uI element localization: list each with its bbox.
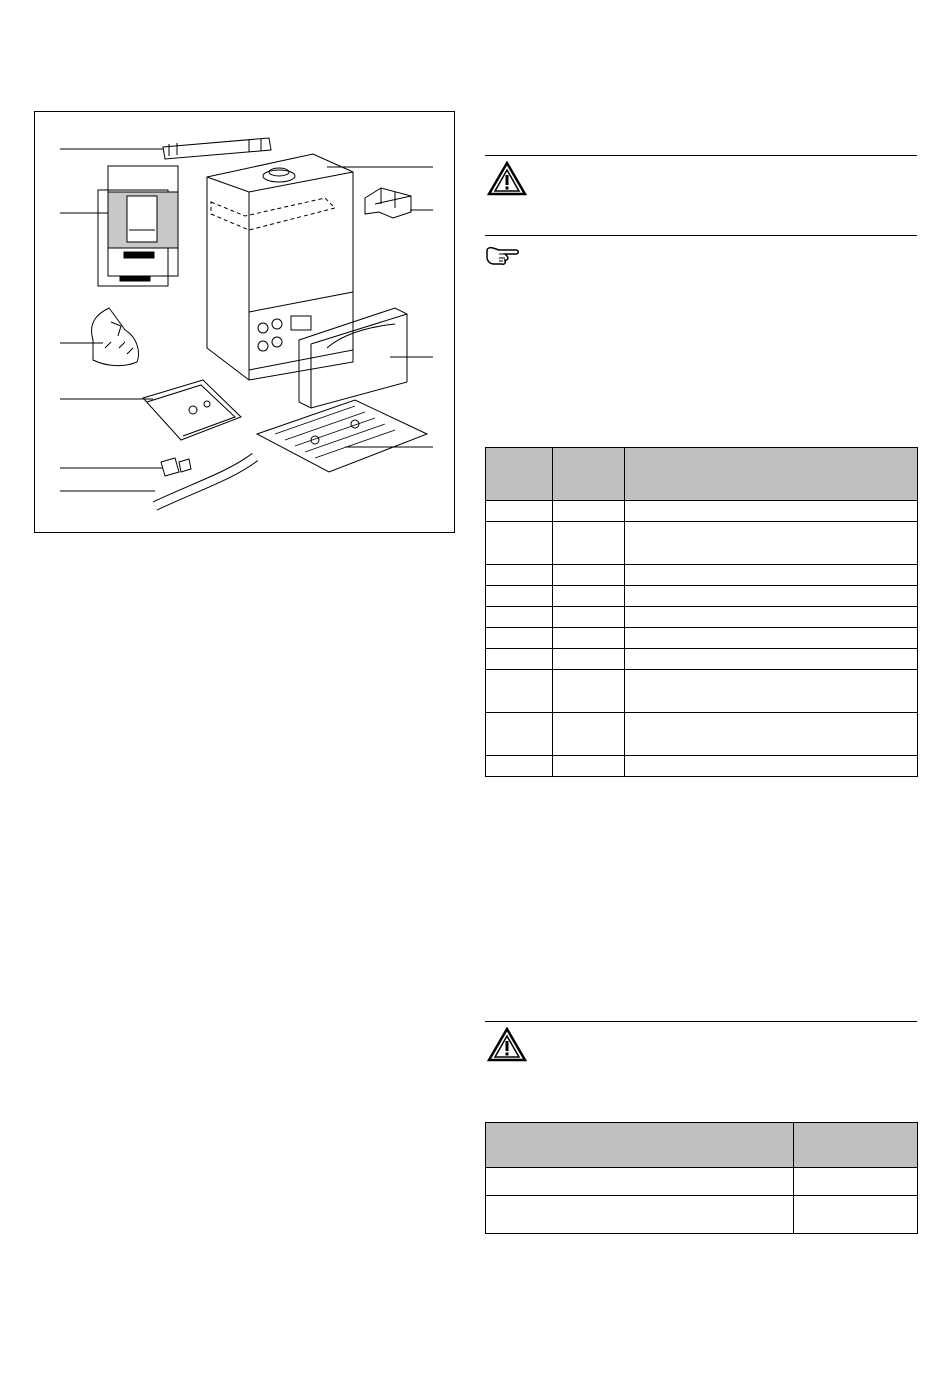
table-cell	[486, 713, 553, 756]
table-cell	[553, 586, 625, 607]
table-cell	[794, 1168, 918, 1196]
table-cell	[553, 670, 625, 713]
table-cell	[486, 628, 553, 649]
table-cell	[625, 522, 918, 565]
parts-header-cell	[625, 448, 918, 501]
table-cell	[553, 756, 625, 777]
table-cell	[553, 628, 625, 649]
parts-table-header	[486, 448, 918, 501]
mounting-plate	[143, 380, 241, 440]
table-cell	[625, 713, 918, 756]
table-cell	[553, 649, 625, 670]
table-row	[486, 713, 918, 756]
table-row	[486, 1168, 918, 1196]
table-row	[486, 501, 918, 522]
flue-clip	[365, 188, 411, 218]
table-row	[486, 670, 918, 713]
section-rule-note	[485, 235, 917, 236]
warning-triangle-icon	[487, 161, 527, 197]
delivery-contents-figure	[34, 111, 455, 533]
table-cell	[553, 713, 625, 756]
clearance-table	[485, 1122, 918, 1234]
table-cell	[794, 1196, 918, 1234]
table-cell	[486, 756, 553, 777]
table-cell	[486, 649, 553, 670]
clearance-header-cell	[486, 1123, 794, 1168]
section-rule-warning-2	[485, 1021, 917, 1022]
boiler-exploded-illustration	[35, 112, 456, 534]
table-cell	[553, 501, 625, 522]
table-row	[486, 756, 918, 777]
section-rule-warning-1	[485, 155, 917, 156]
fixings-bag	[92, 308, 139, 366]
warning-triangle-icon	[487, 1027, 527, 1063]
table-cell	[625, 649, 918, 670]
table-cell	[625, 501, 918, 522]
table-cell	[553, 565, 625, 586]
parts-header-cell	[486, 448, 553, 501]
table-cell	[486, 607, 553, 628]
table-row	[486, 607, 918, 628]
pointing-hand-icon	[485, 245, 521, 267]
valve-fitting	[161, 458, 191, 476]
table-cell	[486, 565, 553, 586]
table-cell	[486, 1196, 794, 1234]
clearance-header-cell	[794, 1123, 918, 1168]
table-cell	[625, 670, 918, 713]
table-cell	[625, 607, 918, 628]
table-cell	[486, 501, 553, 522]
parts-header-cell	[553, 448, 625, 501]
table-cell	[625, 586, 918, 607]
table-cell	[486, 1168, 794, 1196]
table-cell	[486, 586, 553, 607]
table-row	[486, 1196, 918, 1234]
table-cell	[625, 756, 918, 777]
table-row	[486, 628, 918, 649]
table-row	[486, 586, 918, 607]
table-row	[486, 522, 918, 565]
table-cell	[553, 522, 625, 565]
table-cell	[625, 628, 918, 649]
table-cell	[553, 607, 625, 628]
table-row	[486, 565, 918, 586]
table-cell	[625, 565, 918, 586]
clearance-table-header	[486, 1123, 918, 1168]
table-cell	[486, 670, 553, 713]
wall-bracket	[163, 138, 271, 159]
parts-table	[485, 447, 918, 777]
table-row	[486, 649, 918, 670]
drain-hose	[155, 457, 255, 506]
table-cell	[486, 522, 553, 565]
